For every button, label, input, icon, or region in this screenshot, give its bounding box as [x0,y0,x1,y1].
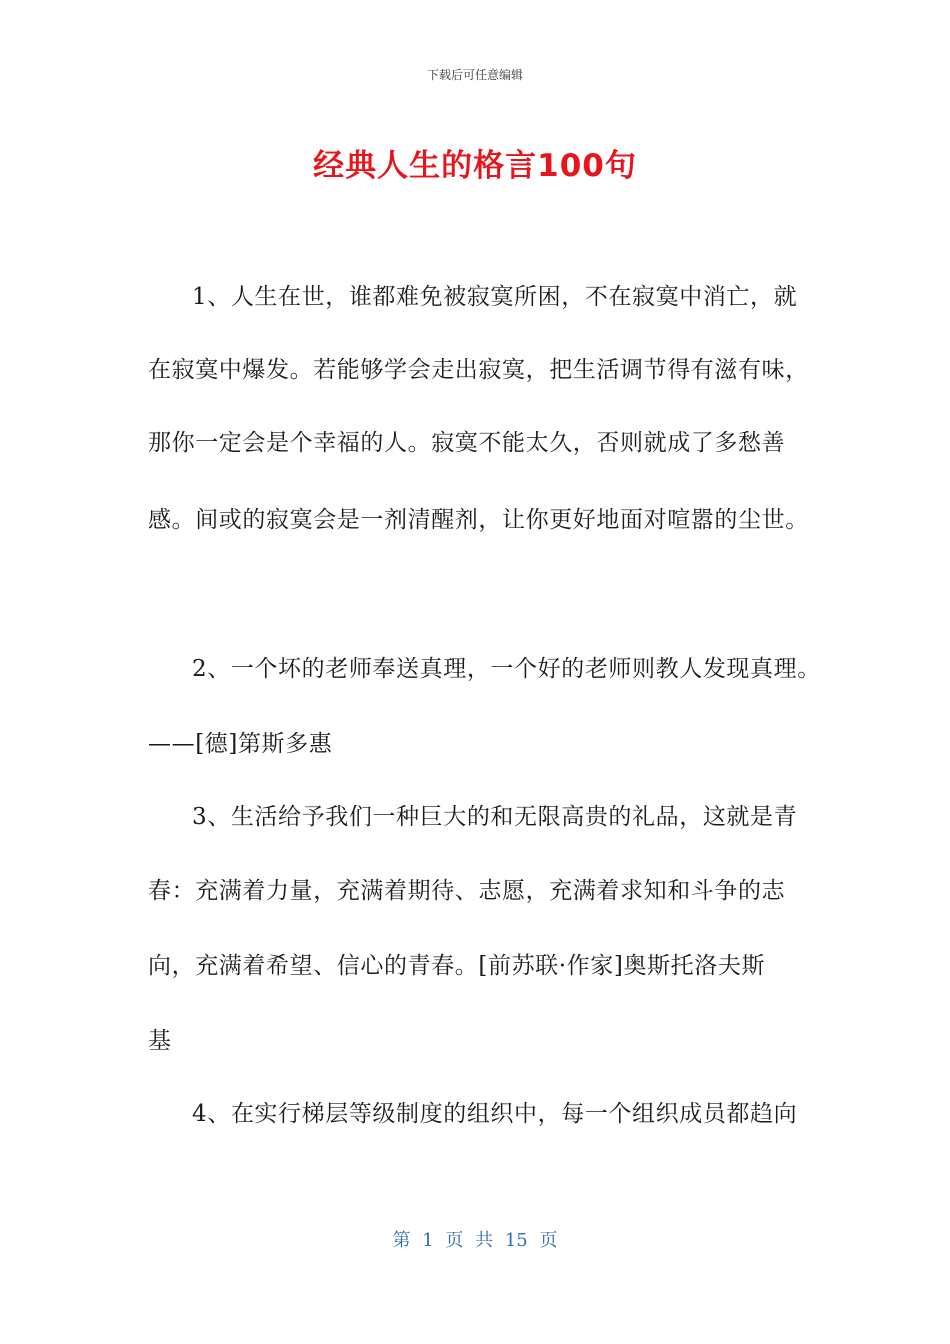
body-line: ——[德]第斯多惠 [148,731,333,757]
body-line: 感。间或的寂寞会是一剂清醒剂，让你更好地面对喧嚣的尘世。 [148,507,809,533]
page-footer: 第 1 页 共 15 页 [392,1230,558,1251]
body-line: 那你一定会是个幸福的人。寂寞不能太久，否则就成了多愁善 [148,430,786,456]
header-note: 下载后可任意编辑 [426,68,523,82]
body-line: 春：充满着力量，充满着期待、志愿，充满着求知和斗争的志 [148,878,786,904]
body-line: 在寂寞中爆发。若能够学会走出寂寞，把生活调节得有滋有味， [148,357,809,383]
body-line: 基 [148,1028,172,1054]
body-line: 4、在实行梯层等级制度的组织中，每一个组织成员都趋向 [192,1101,798,1127]
body-line: 2、一个坏的老师奉送真理，一个好的老师则教人发现真理。 [192,656,821,682]
document-title: 经典人生的格言100句 [313,148,637,184]
body-line: 1、人生在世，谁都难免被寂寞所困，不在寂寞中消亡，就 [192,284,798,310]
body-line: 向，充满着希望、信心的青春。[前苏联·作家]奥斯托洛夫斯 [148,953,766,979]
body-line: 3、生活给予我们一种巨大的和无限高贵的礼品，这就是青 [192,804,798,830]
